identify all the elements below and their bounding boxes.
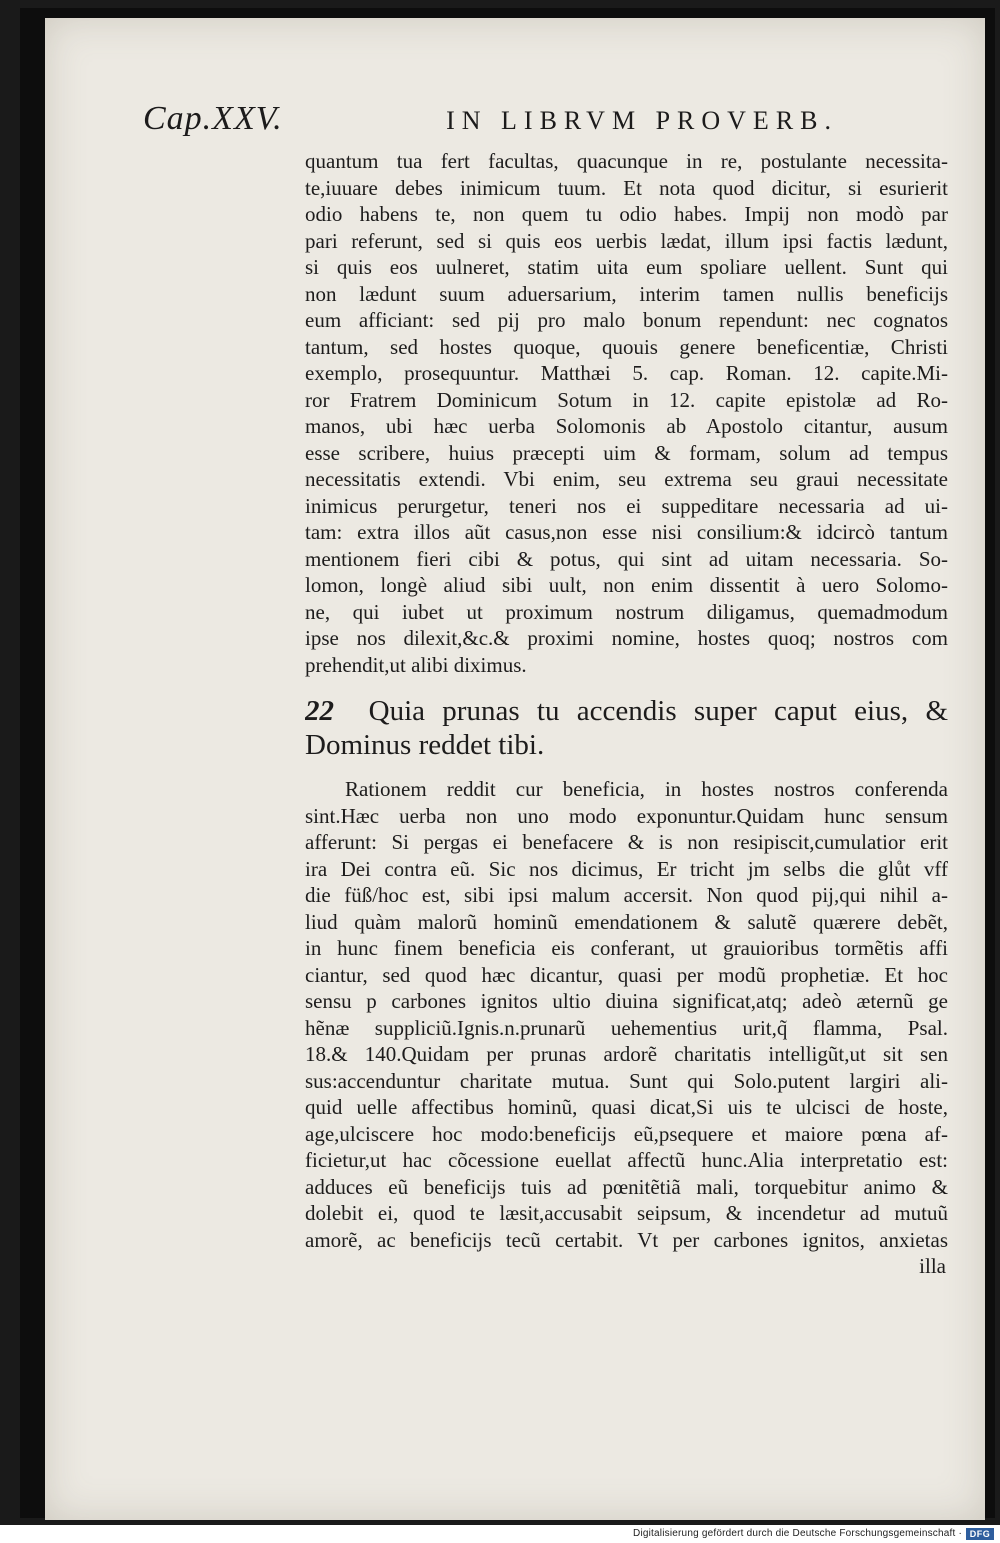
text-line: te,iuuare debes inimicum tuum. Et nota quod dicitur, si esurierit [305, 175, 948, 200]
text-line: ror Fratrem Dominicum Sotum in 12. capite epistolæ ad Ro- [305, 387, 948, 412]
dfg-logo: DFG [966, 1528, 994, 1540]
text-line: ne, qui iubet ut proximum nostrum diligamus, quemadmodum [305, 599, 948, 624]
scripture-verse [305, 694, 948, 762]
text-line: adduces eũ beneficijs tuis ad pœnitẽtiã mali, torquebitur animo & [305, 1174, 948, 1199]
text-line: inimicus perurgetur, teneri nos ei suppeditare necessaria ad ui- [305, 493, 948, 518]
text-line: pari referunt, sed si quis eos uerbis lædat, illum ipsi factis lædunt, [305, 228, 948, 253]
running-head [143, 100, 838, 148]
text-line: dolebit ei, quod te læsit,accusabit seipsum, & incendetur ad mutuũ [305, 1201, 948, 1225]
text-line: manos, ubi hæc uerba Solomonis ab Apostolo citantur, ausum [305, 414, 948, 438]
text-line: Rationem reddit cur beneficia, in hostes nostros conferenda [345, 777, 948, 801]
text-line: 18.& 140.Quidam per prunas ardorẽ charitatis intelligũt,ut sit sen [305, 1042, 948, 1066]
text-line: odio habens te, non quem tu odio habes. Impij non modò par [305, 202, 948, 226]
book-title: IN LIBRVM PROVERB. [446, 106, 838, 135]
verse-text: Quia prunas tu accendis super caput eius, & [368, 695, 948, 727]
text-line: ficietur,ut hac cõcessione euellat affectũ hunc.Alia interpretatio est: [305, 1148, 948, 1172]
verse-number: 22 [305, 695, 334, 727]
chapter-number: Cap.XXV. [143, 100, 283, 137]
text-line: quantum tua fert facultas, quacunque in re, postulante necessita- [305, 149, 948, 173]
text-line: sus:accenduntur charitate mutua. Sunt qui Solo.putent largiri ali- [305, 1068, 948, 1093]
page-text-block [305, 148, 948, 1279]
text-line: ipse nos dilexit,&c.& proximi nomine, hostes quoq; nostros com [305, 626, 948, 650]
text-line: mentionem fieri cibi & potus, qui sint ad uitam necessaria. So- [305, 546, 948, 571]
text-line: si quis eos uulneret, statim uita eum spoliare uellent. Sunt qui [305, 255, 948, 279]
verse-line: Dominus reddet tibi. [305, 729, 545, 761]
text-line: afferunt: Si pergas ei benefacere & is non resipiscit,cumulatior erit [305, 830, 948, 854]
text-line: eum afficiant: sed pij pro malo bonum rependunt: nec cognatos [305, 308, 948, 332]
text-line: die füß/hoc est, sibi ipsi malum accersit. Non quod pij,qui nihil a- [305, 883, 948, 907]
digitization-footer [0, 1525, 1000, 1543]
text-line: ira Dei contra eũ. Sic nos dicimus, Er tricht jm selbs die glůt vff [305, 856, 948, 881]
text-line: exemplo, prosequuntur. Matthæi 5. cap. Roman. 12. capite.Mi- [305, 361, 948, 385]
verse-line [305, 694, 948, 728]
text-line: liud quàm malorũ hominũ emendationem & salutẽ quærere debẽt, [305, 909, 948, 934]
funding-credit: Digitalisierung gefördert durch die Deutsche Forschungsgemeinschaft · [633, 1528, 962, 1539]
catchword: illa [919, 1254, 946, 1278]
text-line: ciantur, sed quod hæc dicantur, quasi per modũ prophetiæ. Et hoc [305, 962, 948, 987]
text-line: age,ulciscere hoc modo:beneficijs eũ,psequere et maiore pœna af- [305, 1121, 948, 1146]
text-line: lomon, longè aliud sibi uult, non enim dissentit à uero Solomo- [305, 573, 948, 597]
text-line: tam: extra illos aũt casus,non esse nisi consilium:& idcircò tantum [305, 520, 948, 544]
text-line: in hunc finem beneficia eis conferant, ut grauioribus tormẽtis affi [305, 936, 948, 960]
text-line: non lædunt suum aduersarium, interim tamen nullis beneficijs [305, 281, 948, 306]
text-line: sensu p carbones ignitos ultio diuina significat,atq; adeò æternũ ge [305, 989, 948, 1013]
text-line: sint.Hæc uerba non uno modo exponuntur.Quidam hunc sensum [305, 803, 948, 828]
commentary-paragraph-previous [305, 148, 948, 678]
text-line: hẽnæ suppliciũ.Ignis.n.prunarũ uehementius urit,q̃ flamma, Psal. [305, 1015, 948, 1040]
commentary-paragraph [305, 776, 948, 1253]
text-line: necessitatis extendi. Vbi enim, seu extrema seu graui necessitate [305, 467, 948, 491]
text-line: prehendit,ut alibi diximus. [305, 652, 527, 677]
text-line: esse scribere, huius præcepti uim & formam, solum ad tempus [305, 440, 948, 465]
text-line: amorẽ, ac beneficijs tecũ certabit. Vt per carbones ignitos, anxietas [305, 1227, 948, 1252]
text-line: quid uelle affectibus hominũ, quasi dicat,Si uis te ulcisci de hoste, [305, 1095, 948, 1119]
text-line: tantum, sed hostes quoque, quouis genere beneficentiæ, Christi [305, 334, 948, 359]
